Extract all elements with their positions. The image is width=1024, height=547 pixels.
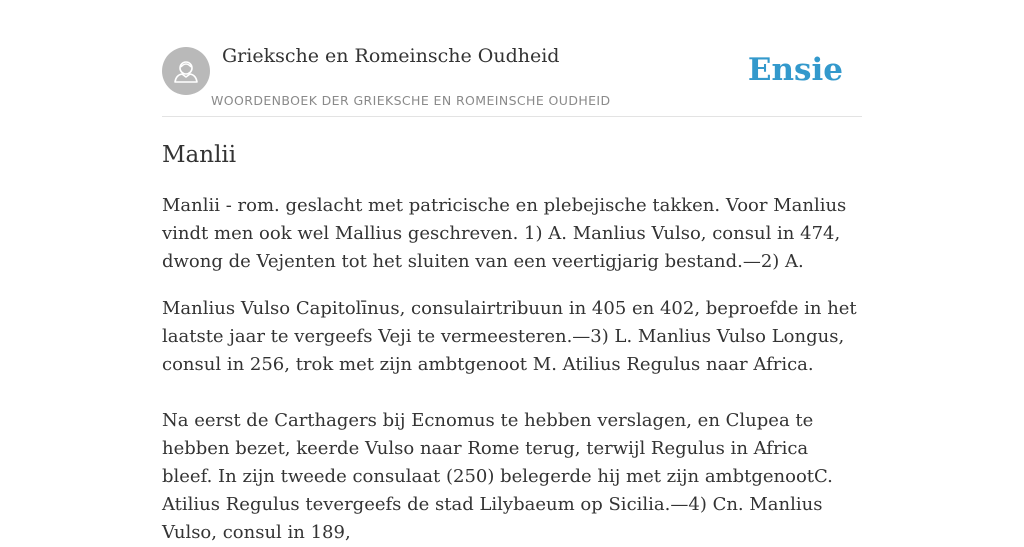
entry-paragraph: Na eerst de Carthagers bij Ecnomus te hebben verslagen, en Clupea te hebben bezet, keerde Vulso naar Rome terug, terwijl Regulus in Africa bleef. In zijn tweede consulaat (250) belegerde hij met zijn ambtgenootC. Atilius Regulus tevergeefs de stad Lilybaeum op Sicilia.—4) Cn. Manlius Vulso, consul in 189, [162,410,833,543]
entry-title: Manlii [162,142,237,168]
source-header [162,0,862,117]
entry-body [162,192,862,547]
source-subtitle: WOORDENBOEK DER GRIEKSCHE EN ROMEINSCHE OUDHEID [211,93,611,108]
page [162,0,862,543]
entry-paragraph: Manlii - rom. geslacht met patricische en plebejische takken. Voor Manlius vindt men ook wel Mallius geschreven. 1) A. Manlius Vulso, consul in 474, dwong de Vejenten tot het sluiten van een veertigjarig bestand.—2) A. [162,195,847,272]
brand-logo-link[interactable]: Ensie [747,52,843,88]
source-title-link[interactable]: Grieksche en Romeinsche Oudheid [222,45,560,67]
user-silhouette-icon [162,47,210,95]
avatar[interactable] [162,47,210,95]
entry-paragraph: Manlius Vulso Capitolīnus, consulairtribuun in 405 en 402, beproefde in het laatste jaar te vergeefs Veji te vermeesteren.—3) L. Manlius Vulso Longus, consul in 256, trok met zijn ambtgenoot M. Atilius Regulus naar Africa. [162,298,857,375]
